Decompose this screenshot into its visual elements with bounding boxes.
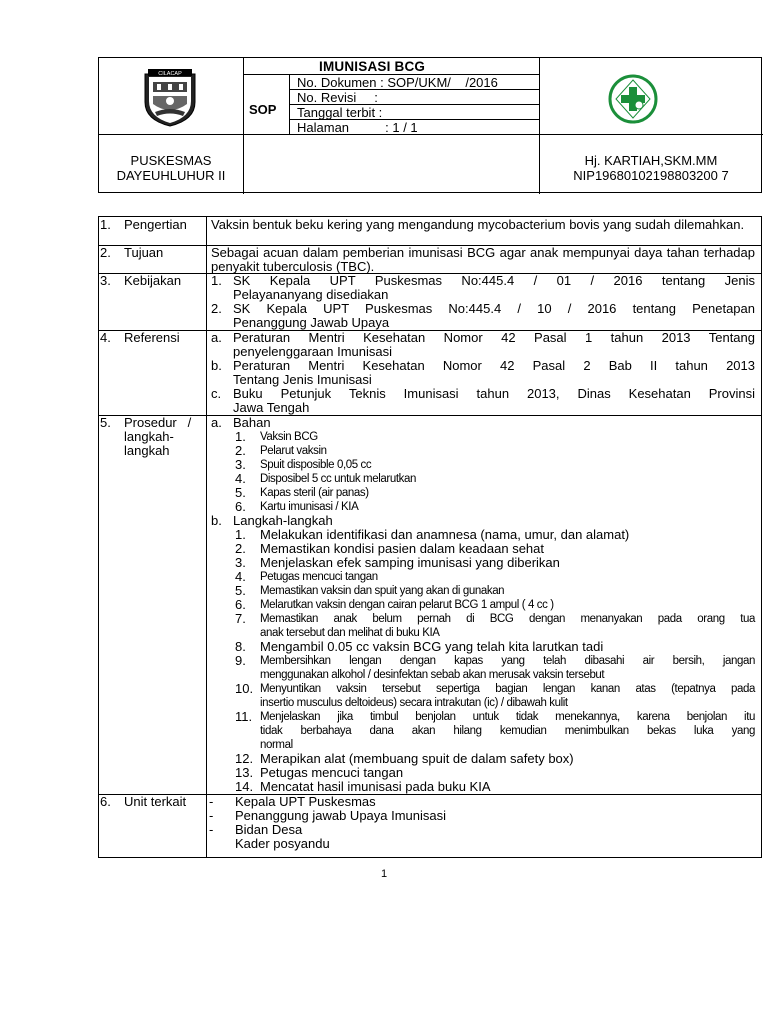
prosedur-content: a. Bahan 1. Vaksin BCG 2. Pelarut vaksin 3. Spuit disposible 0,05 cc 4. Disposibel 5 cc untuk melarutkan 5. Kapas steril (air panas) 6. Kartu imunisasi / KIA b. Langkah-langkah 1. Melakukan identifikasi dan anamnesa (nama, umur, dan alamat) 2. Memastikan kondisi pasien dalam keadaan sehat 3. Menjelaskan efek samping imunisasi yang diberikan 4. Petugas mencuci tangan 5. Memastikan vaksin dan spuit yang akan di gunakan 6. Melarutkan vaksin dengan cairan pelarut BCG 1 ampul ( 4 cc ) 7. Memastikan anak belum pernah di BCG dengan menanyakan pada orang tua anak tersebut dan melihat di buku KIA 8. Mengambil 0.05 cc vaksin BCG yang telah kita larutkan tadi 9. Membersihkan lengan dengan kapas yang telah dibasahi air bersih, jangan menggunakan alkohol / desinfektan sebab akan merusak vaksin tersebut 10. Menyuntikan vaksin tersebut sepertiga bagian lengan kanan atas (tepatnya pada insertio musculus deltoideus) secara intrakutan (ic) / dibawah kulit 11. Menjelaskan jika timbul benjolan untuk tidak menekannya, karena benjolan itu tidak berbahaya dana akan hilang kemudian menimbulkan bekas luka yang normal 12. Merapikan alat (membuang spuit de dalam safety box) 13. Petugas mencuci tangan 14. Mencatat hasil imunisasi pada buku KIA xyxy=(211,415,755,794)
list-item: 7. Memastikan anak belum pernah di BCG dengan menanyakan pada orang tua anak tersebut dan melihat di buku KIA xyxy=(235,611,755,639)
doc-number: No. Dokumen : SOP/UKM/ /2016 xyxy=(297,75,498,90)
list-item: 9. Membersihkan lengan dengan kapas yang telah dibasahi air bersih, jangan menggunakan alkohol / desinfektan sebab akan merusak vaksin tersebut xyxy=(235,653,755,681)
puskesmas-logo xyxy=(608,74,658,124)
list-item: Kader posyandu xyxy=(235,836,330,851)
organization-name: PUSKESMAS DAYEUHLUHUR II xyxy=(116,153,226,183)
document-title: IMUNISASI BCG xyxy=(319,59,426,74)
pengertian-text: Vaksin bentuk beku kering yang mengandung mycobacterium bovis yang sudah dilemahkan. xyxy=(211,217,745,232)
list-item: 4. Petugas mencuci tangan xyxy=(235,569,378,584)
cilacap-crest-logo xyxy=(139,68,201,128)
procedure-table: 1. Pengertian Vaksin bentuk beku kering yang mengandung mycobacterium bovis yang sudah dilemahkan. 2. Tujuan Sebagai acuan dalam pemberian imunisasi BCG agar anak mempunyai daya tahan terhadap penyakit tuberculosis (TBC). 3. Kebijakan 1. SK Kepala UPT Puskesmas No:445.4 / 01 / 2016 tentang Jenis Pelayananyang disediakan 2. SK Kepala UPT Puskesmas No:445.4 / 10 / 2016 tentang Penetapan Penanggung Jawab Upaya 4. Referensi a. Peraturan Mentri Kesehatan Nomor 42 Pasal 1 tahun 2013 Tentang penyelenggaraan Imunisasi b. Peraturan Mentri Kesehatan Nomor 42 Pasal 2 Bab II tahun 2013 Tentang Jenis Imunisasi c. Buku Petunjuk Teknis Imunisasi tahun 2013, Dinas Kesehatan Provinsi Jawa Tengah 5. Prosedur / langkah- langkah a. Bahan 1. Vaksin BCG 2. Pelarut vaksin 3. Spuit disposible 0,05 cc 4. Disposibel 5 cc untuk melarutkan 5. Kapas steril (air panas) 6. Kartu imunisasi / KIA b. Langkah-langkah 1. Melakukan identifikasi dan anamnesa (nama, umur, dan alamat) 2. Memastikan kondisi pasien dalam keadaan sehat 3. Menjelaskan efek samping imunisasi yang diberikan 4. Petugas mencuci tangan 5. Memastikan vaksin dan spuit yang akan di gunakan 6. Melarutkan vaksin dengan cairan pelarut BCG 1 ampul ( 4 cc ) 7. Memastikan anak belum pernah di BCG dengan menanyakan pada orang tua anak tersebut dan melihat di buku KIA 8. Mengambil 0.05 cc vaksin BCG yang telah kita larutkan tadi 9. Membersihkan lengan dengan kapas yang telah dibasahi air bersih, jangan menggunakan alkohol / desinfektan sebab akan merusak vaksin tersebut 10. Menyuntikan vaksin tersebut sepertiga bagian lengan kanan atas (tepatnya pada insertio musculus deltoideus) secara intrakutan (ic) / dibawah kulit 11. Menjelaskan jika timbul benjolan untuk tidak menekannya, karena benjolan itu tidak berbahaya dana akan hilang kemudian menimbulkan bekas luka yang normal 12. Merapikan alat (membuang spuit de dalam safety box) 13. Petugas mencuci tangan 14. Mencatat hasil imunisasi pada buku KIA 6. Unit terkait - Kepala UPT Puskesmas - Penanggung jawab Upaya Imunisasi - Bidan Desa Kader posyandu xyxy=(98,216,762,858)
svg-text:CILACAP: CILACAP xyxy=(158,71,182,77)
list-item: 1. Vaksin BCG xyxy=(235,429,318,444)
list-item: 2. Memastikan kondisi pasien dalam keadaan sehat xyxy=(235,541,545,556)
list-item: 6. Melarutkan vaksin dengan cairan pelarut BCG 1 ampul ( 4 cc ) xyxy=(235,597,554,612)
unit-list xyxy=(209,795,755,851)
list-item: 3. Spuit disposible 0,05 cc xyxy=(235,457,372,472)
signer-name: Hj. KARTIAH,SKM.MM xyxy=(584,153,718,168)
list-item: 11. Menjelaskan jika timbul benjolan untuk tidak menekannya, karena benjolan itu tidak berbahaya dana akan hilang kemudian menimbulkan bekas luka yang normal xyxy=(235,709,755,751)
issue-date: Tanggal terbit : xyxy=(297,105,383,120)
list-item: 4. Disposibel 5 cc untuk melarutkan xyxy=(235,471,416,486)
list-item: 10. Menyuntikan vaksin tersebut sepertiga bagian lengan kanan atas (tepatnya pada insertio musculus deltoideus) secara intrakutan (ic) / dibawah kulit xyxy=(235,681,755,709)
list-item: 12. Merapikan alat (membuang spuit de dalam safety box) xyxy=(235,751,574,766)
page-number: 1 xyxy=(380,868,388,880)
bahan-list xyxy=(235,430,755,514)
signer-nip: NIP19680102198803200 7 xyxy=(573,168,729,183)
list-item: 5. Memastikan vaksin dan spuit yang akan di gunakan xyxy=(235,583,505,598)
sop-label: SOP xyxy=(249,102,277,117)
list-item: - Kepala UPT Puskesmas xyxy=(209,794,376,809)
list-item: 1. SK Kepala UPT Puskesmas No:445.4 / 01 / 2016 tentang Jenis Pelayananyang disediakan xyxy=(211,273,755,302)
langkah-title: Langkah-langkah xyxy=(233,513,333,528)
list-item: 13. Petugas mencuci tangan xyxy=(235,765,404,780)
list-item: 2. SK Kepala UPT Puskesmas No:445.4 / 10 / 2016 tentang Penetapan Penanggung Jawab Upaya xyxy=(211,301,755,330)
list-item: c. Buku Petunjuk Teknis Imunisasi tahun 2013, Dinas Kesehatan Provinsi Jawa Tengah xyxy=(211,386,755,415)
list-item: b. Peraturan Mentri Kesehatan Nomor 42 Pasal 2 Bab II tahun 2013 Tentang Jenis Imunisasi xyxy=(211,358,755,387)
list-item: - Penanggung jawab Upaya Imunisasi xyxy=(209,808,447,823)
list-item: 8. Mengambil 0.05 cc vaksin BCG yang telah kita larutkan tadi xyxy=(235,639,604,654)
list-item: 1. Melakukan identifikasi dan anamnesa (nama, umur, dan alamat) xyxy=(235,527,630,542)
langkah-list xyxy=(235,528,755,794)
list-item: 5. Kapas steril (air panas) xyxy=(235,485,369,500)
list-item: 14. Mencatat hasil imunisasi pada buku KIA xyxy=(235,779,491,794)
kebijakan-list xyxy=(211,274,755,330)
referensi-list xyxy=(211,331,755,415)
list-item: 6. Kartu imunisasi / KIA xyxy=(235,499,359,514)
tujuan-text: Sebagai acuan dalam pemberian imunisasi BCG agar anak mempunyai daya tahan terhadap penyakit tuberculosis (TBC). xyxy=(211,245,755,274)
list-item: 3. Menjelaskan efek samping imunisasi yang diberikan xyxy=(235,555,560,570)
list-item: 2. Pelarut vaksin xyxy=(235,443,327,458)
page-count: Halaman : 1 / 1 xyxy=(297,120,418,135)
bahan-title: Bahan xyxy=(233,415,271,430)
signer-block xyxy=(539,153,763,183)
list-item: - Bidan Desa xyxy=(209,822,303,837)
revision-number: No. Revisi : xyxy=(297,90,378,105)
header-table xyxy=(98,57,762,193)
list-item: a. Peraturan Mentri Kesehatan Nomor 42 Pasal 1 tahun 2013 Tentang penyelenggaraan Imunisasi xyxy=(211,330,755,359)
